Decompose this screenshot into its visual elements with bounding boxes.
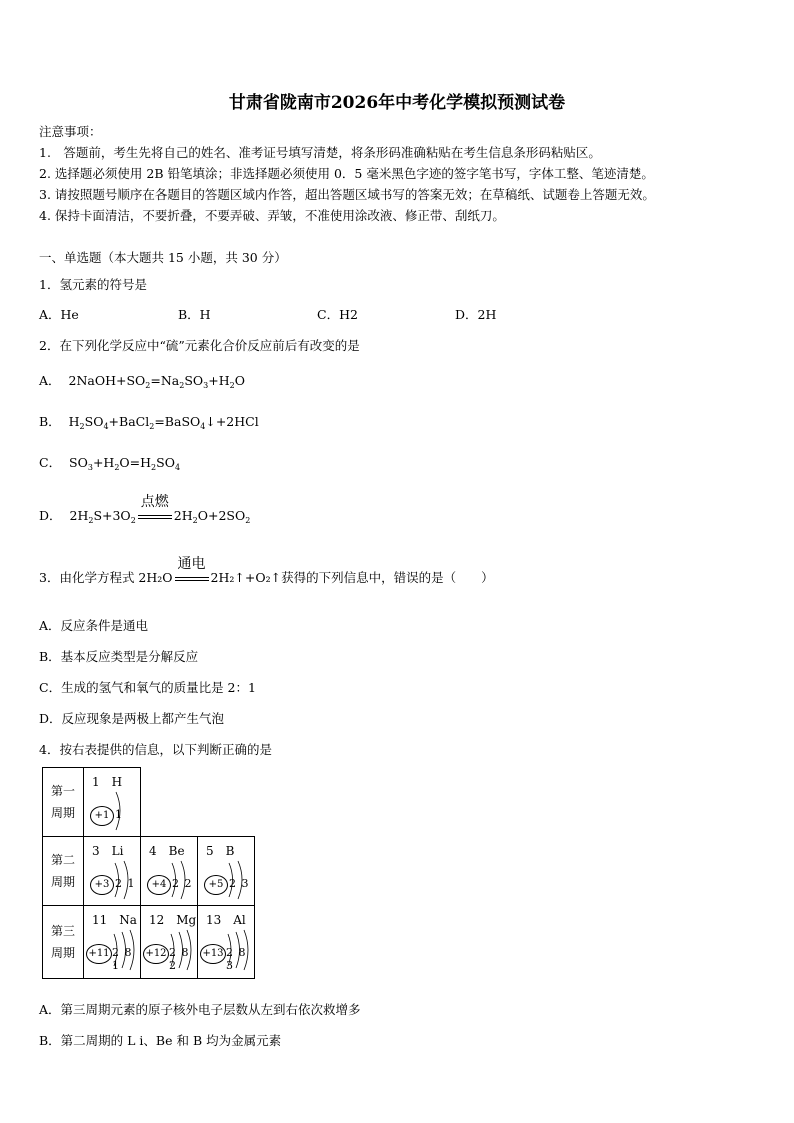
question-3-stem [39, 556, 494, 586]
shell-electrons: 2 3 [229, 877, 250, 890]
shell-electrons: 1 [115, 808, 123, 821]
nucleus-charge: +12 [143, 944, 169, 964]
element-symbol: 1 H [92, 775, 123, 789]
shell-electrons: 2 8 1 [112, 946, 133, 972]
nucleus-charge: +11 [86, 944, 112, 964]
nucleus-charge: +1 [90, 806, 114, 826]
option-label: B． [39, 414, 61, 429]
element-symbol: 3 Li [92, 844, 124, 858]
q2-option-d [39, 494, 251, 525]
q1-option-d: D．2H [455, 307, 497, 322]
nucleus-charge: +5 [204, 875, 228, 895]
option-label: A． [39, 373, 61, 388]
element-symbol: 11 Na [92, 913, 137, 927]
q3-option-c: C．生成的氢气和氧气的质量比是 2：1 [39, 680, 256, 695]
element-symbol: 4 Be [149, 844, 185, 858]
note-item: 2. 选择题必须使用 2B 铅笔填涂；非选择题必须使用 0．5 毫米黑色字迹的签字笔书写，字体工整、笔迹清楚。 [39, 166, 654, 181]
element-cell [84, 768, 141, 837]
nucleus-charge: +4 [147, 875, 171, 895]
q4-option-a: A．第三周期元素的原子核外电子层数从左到右依次救增多 [39, 1002, 361, 1017]
element-cell [84, 906, 141, 979]
element-symbol: 5 B [206, 844, 235, 858]
note-item: 3. 请按照题号顺序在各题目的答题区域内作答，超出答题区域书写的答案无效；在草稿纸、试题卷上答题无效。 [39, 187, 655, 202]
q3-option-a: A．反应条件是通电 [39, 618, 149, 633]
shell-electrons: 2 8 2 [169, 946, 190, 972]
period-label: 第二 周期 [43, 837, 84, 906]
option-label: D． [39, 508, 62, 523]
question-4-stem: 4．按右表提供的信息，以下判断正确的是 [39, 742, 272, 757]
element-cell [198, 906, 255, 979]
element-cell [141, 906, 198, 979]
stem-prefix: 3．由化学方程式 2H₂O [39, 570, 173, 585]
condition-label: 通电 [177, 556, 206, 572]
q1-option-c: C．H2 [317, 307, 358, 322]
element-cell [84, 837, 141, 906]
q2-option-a [39, 371, 245, 390]
page-title: 甘肃省陇南市2026年中考化学模拟预测试卷 [228, 93, 566, 113]
nucleus-charge: +3 [90, 875, 114, 895]
equation-d: $2H_2S+3O_2$ 点燃 $2H_2O+2SO_2$ [66, 508, 251, 523]
note-item: 1. 答题前，考生先将自己的姓名、准考证号填写清楚，将条形码准确粘贴在考生信息条形码粘贴区。 [39, 145, 601, 160]
note-item: 4. 保持卡面清洁，不要折叠，不要弄破、弄皱，不准使用涂改液、修正带、刮纸刀。 [39, 208, 505, 223]
shell-electrons: 2 2 [172, 877, 193, 890]
element-symbol: 13 Al [206, 913, 246, 927]
nucleus-charge: +13 [200, 944, 226, 964]
q1-option-a: A．He [39, 307, 79, 322]
period-label: 第一 周期 [43, 768, 84, 837]
q2-option-c [39, 453, 180, 472]
q1-option-b: B．H [178, 307, 211, 322]
condition-label: 点燃 [140, 494, 169, 510]
shell-electrons: 2 1 [115, 877, 136, 890]
equation-b: $H_2SO_4+BaCl_2=BaSO_4↓+2HCl$ [64, 414, 259, 431]
equation-a: $2NaOH+SO_2=Na_2SO_3+H_2O$ [64, 373, 245, 390]
q3-option-b: B．基本反应类型是分解反应 [39, 649, 199, 664]
period-label: 第三 周期 [43, 906, 84, 979]
periodic-table [42, 767, 255, 979]
q4-option-b: B．第二周期的 L i、Be 和 B 均为金属元素 [39, 1033, 282, 1048]
section-heading: 一、单选题（本大题共 15 小题，共 30 分） [39, 250, 287, 265]
element-cell [141, 837, 198, 906]
equation-c: $SO_3+H_2O=H_2SO_4$ [65, 455, 181, 472]
notes-heading: 注意事项： [39, 124, 102, 139]
element-cell [198, 837, 255, 906]
q2-option-b [39, 412, 259, 431]
question-1-stem: 1．氢元素的符号是 [39, 277, 147, 292]
shell-electrons: 2 8 3 [226, 946, 247, 972]
element-symbol: 12 Mg [149, 913, 197, 927]
q3-option-d: D．反应现象是两极上都产生气泡 [39, 711, 225, 726]
question-2-stem: 2．在下列化学反应中“硫”元素化合价反应前后有改变的是 [39, 338, 360, 353]
stem-suffix: 2H₂↑+O₂↑获得的下列信息中，错误的是（ ） [210, 570, 494, 585]
option-label: C． [39, 455, 62, 470]
